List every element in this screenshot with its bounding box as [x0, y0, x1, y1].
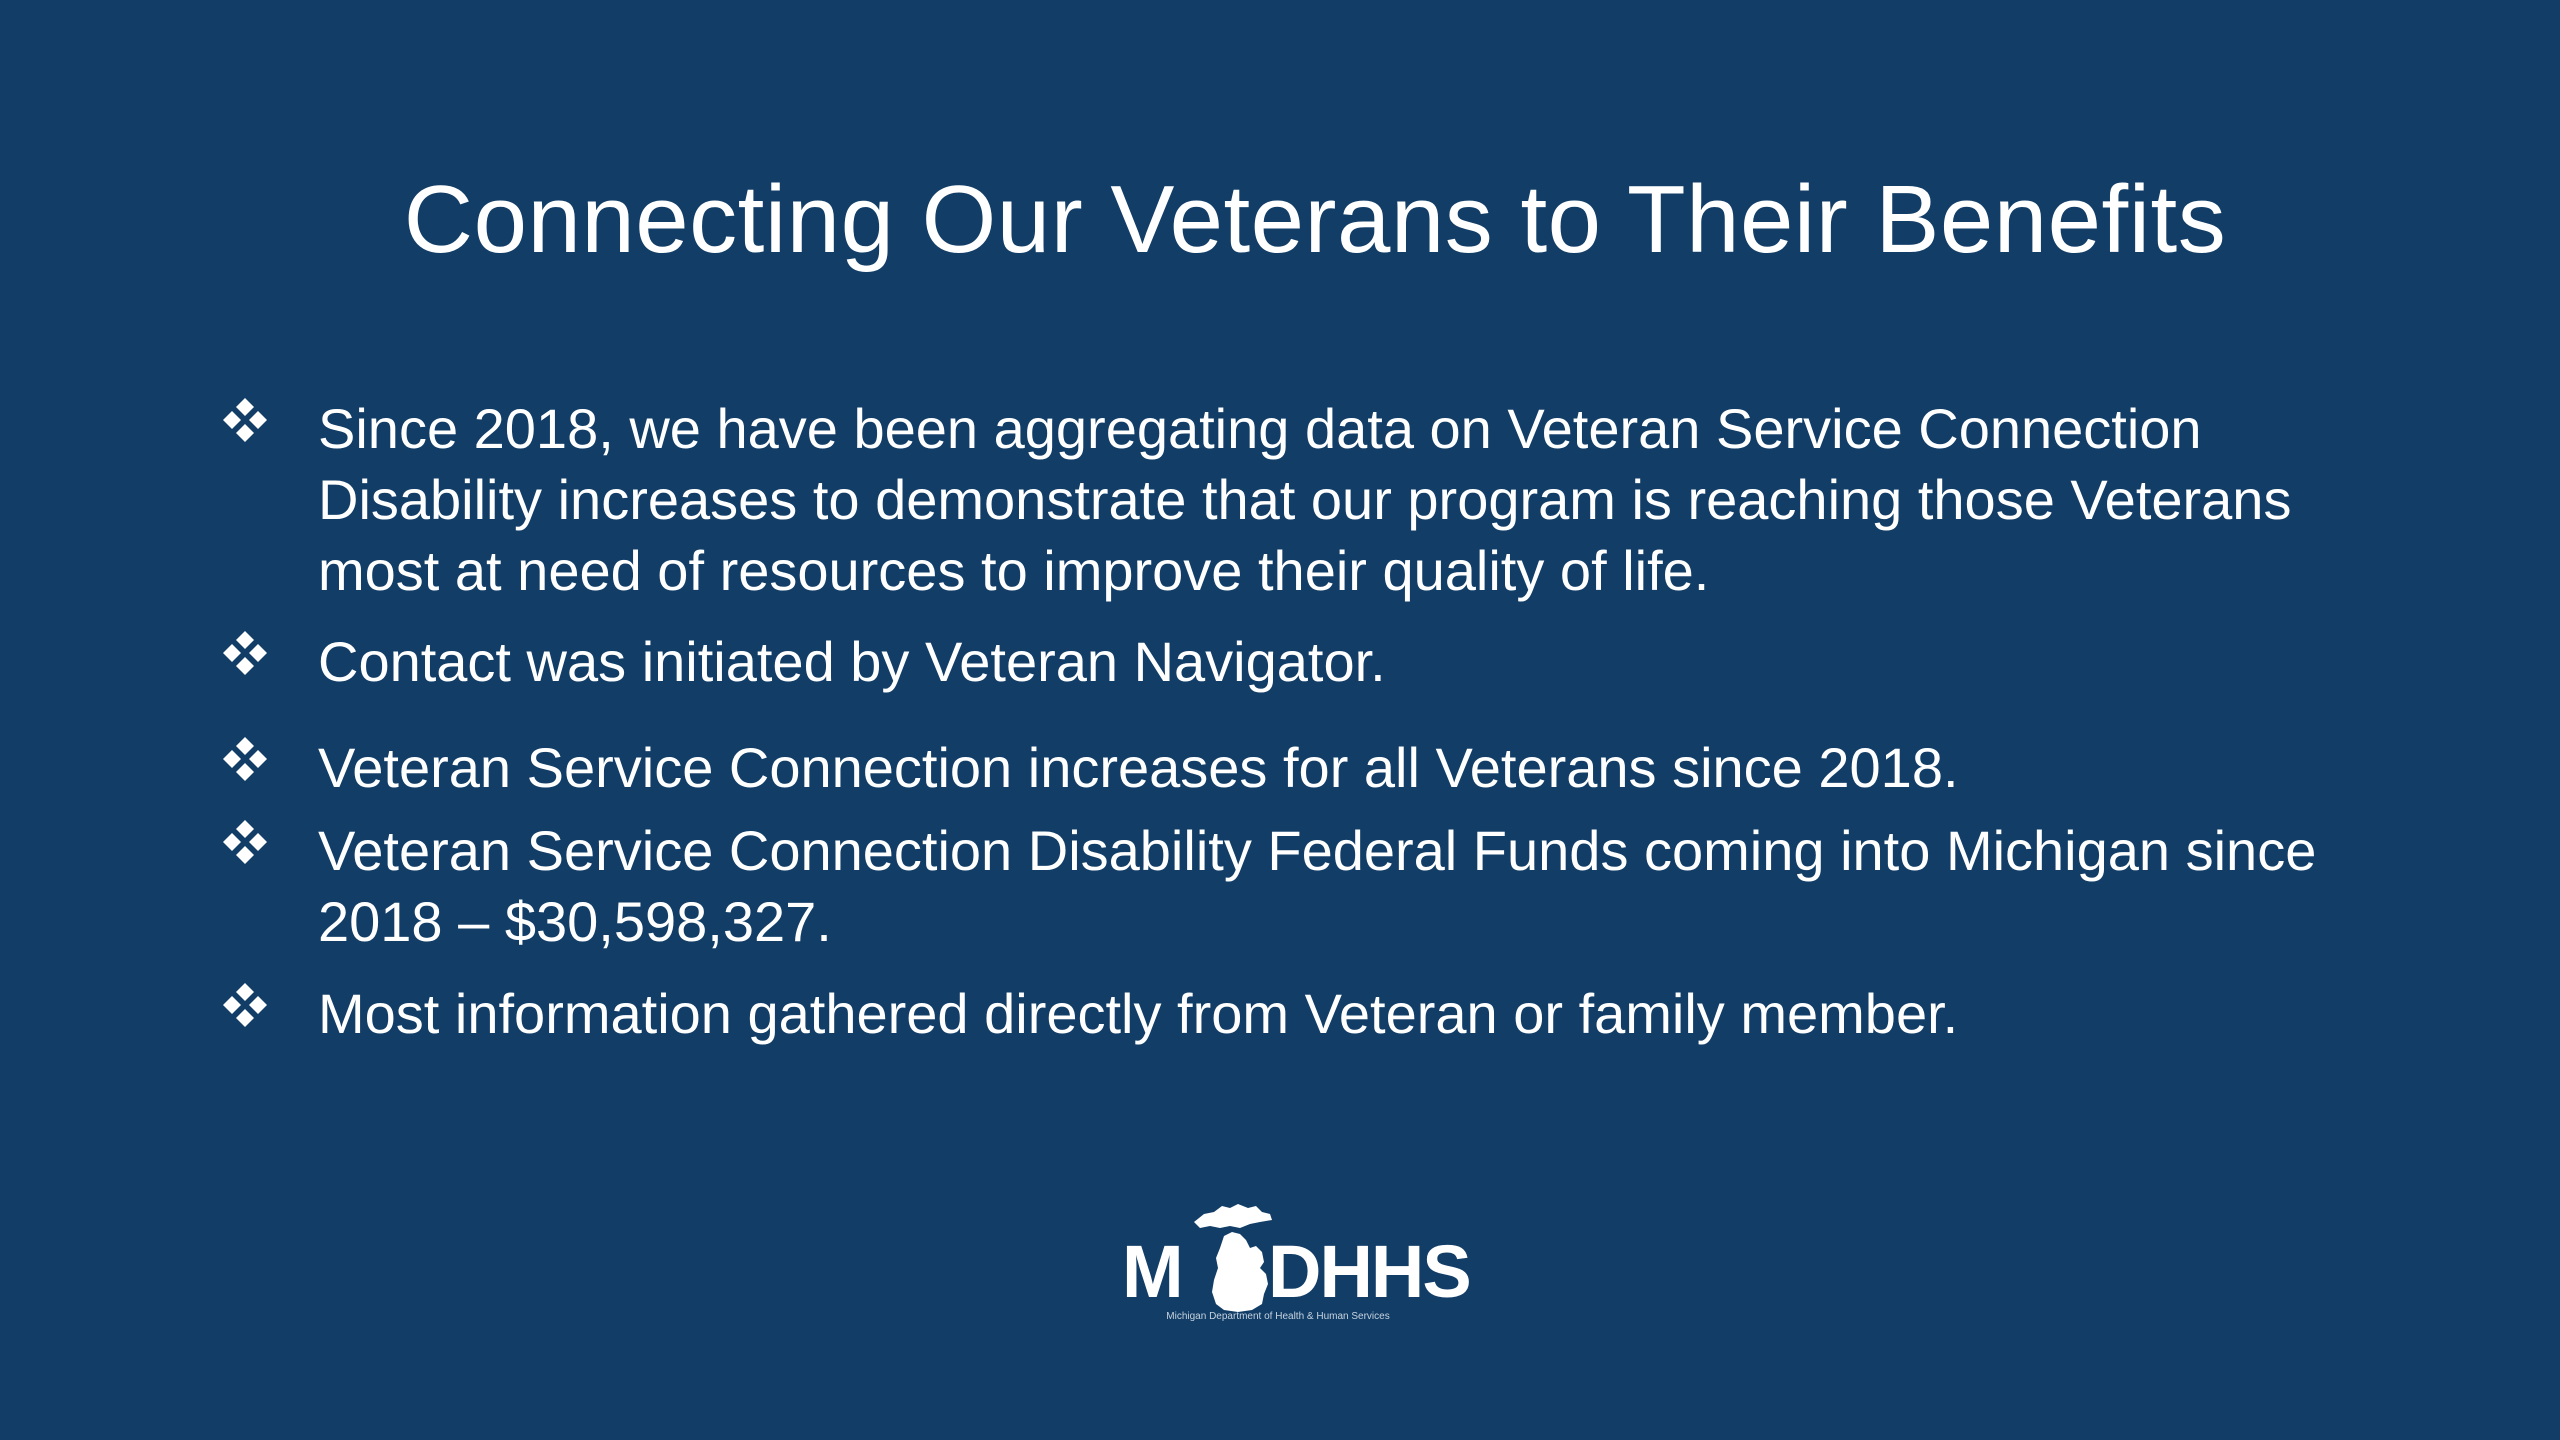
bullet-text: [318, 978, 2560, 1049]
four-diamond-bullet-icon: [220, 817, 270, 867]
bullet-text: [318, 732, 2560, 803]
bullet-text: [318, 393, 2560, 606]
logo-letter-m: M: [1122, 1230, 1184, 1313]
bullet-line: Veteran Service Connection Disability Federal Funds coming into Michigan since: [318, 819, 2317, 882]
bullet-line: Most information gathered directly from Veteran or family member.: [318, 982, 1959, 1045]
bullet-line: Veteran Service Connection increases for all Veterans since 2018.: [318, 736, 1959, 799]
slide-title: Connecting Our Veterans to Their Benefits: [403, 166, 2227, 273]
bullet-line: Disability increases to demonstrate that our program is reaching those Veterans: [318, 468, 2292, 531]
four-diamond-bullet-icon: [220, 628, 270, 678]
bullet-text: [318, 815, 2560, 957]
four-diamond-bullet-icon: [220, 980, 270, 1030]
bullet-line: 2018 – $30,598,327.: [318, 890, 832, 953]
bullet-text: [318, 626, 2560, 697]
mdhhs-logo: [1118, 1200, 1470, 1330]
four-diamond-bullet-icon: [220, 734, 270, 784]
logo-letters-dhhs: DHHS: [1268, 1230, 1470, 1313]
logo-tagline: Michigan Department of Health & Human Services: [1166, 1311, 1390, 1322]
bullet-line: most at need of resources to improve their quality of life.: [318, 539, 1710, 602]
bullet-line: Since 2018, we have been aggregating data on Veteran Service Connection: [318, 397, 2202, 460]
four-diamond-bullet-icon: [220, 395, 270, 445]
michigan-state-icon: [1190, 1202, 1280, 1314]
bullet-line: Contact was initiated by Veteran Navigator.: [318, 630, 1386, 693]
